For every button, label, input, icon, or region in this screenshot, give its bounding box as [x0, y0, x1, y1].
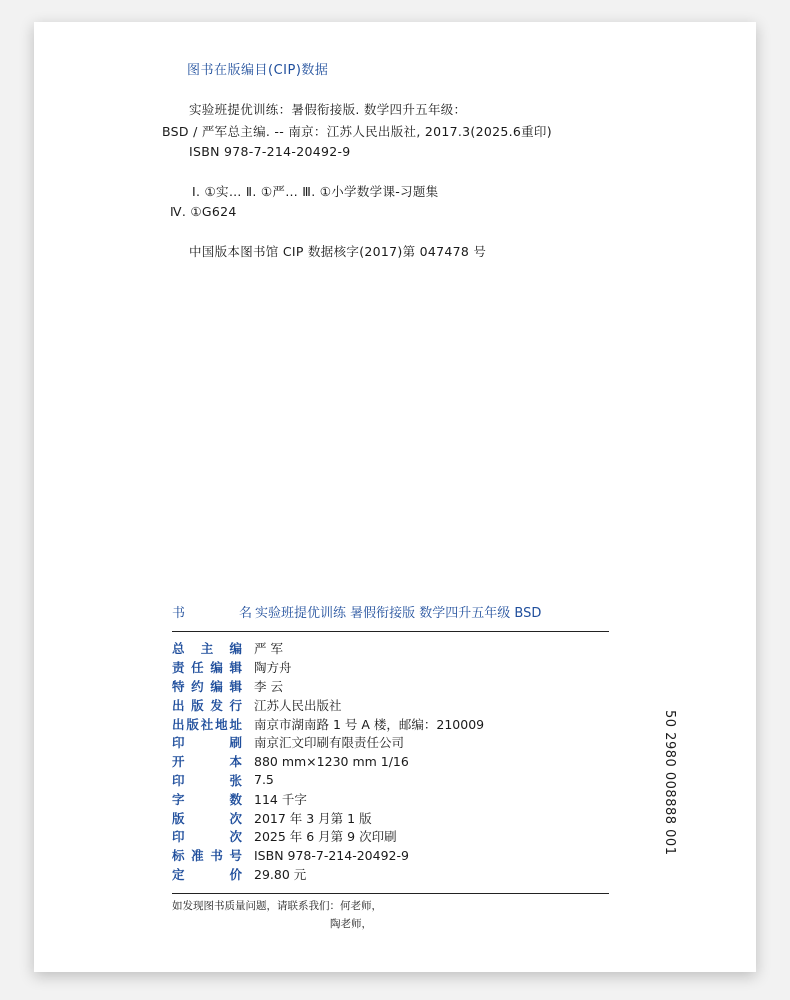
cip-line-isbn: ISBN 978-7-214-20492-9 [189, 144, 351, 159]
detail-row [172, 846, 609, 865]
detail-row [172, 677, 609, 696]
detail-value: 114 千字 [254, 791, 307, 807]
detail-label [172, 677, 242, 695]
detail-value: 李 云 [254, 678, 283, 694]
detail-label [172, 658, 242, 676]
detail-label-char: 版 [186, 716, 199, 732]
detail-label-char: 出 [172, 697, 185, 713]
book-name-label-char: 书 [172, 606, 186, 621]
detail-row [172, 695, 609, 714]
detail-value: 880 mm×1230 mm 1/16 [254, 753, 409, 769]
detail-label-char: 印 [172, 829, 185, 845]
cip-line-classification: Ⅰ. ①实… Ⅱ. ①严… Ⅲ. ①小学数学课-习题集 [192, 184, 439, 199]
book-details [172, 639, 609, 883]
detail-label-char: 约 [191, 678, 204, 694]
detail-row [172, 808, 609, 827]
detail-value: 2025 年 6 月第 9 次印刷 [254, 829, 397, 845]
detail-label-char: 刷 [229, 735, 242, 751]
detail-label-char: 编 [229, 641, 242, 657]
detail-label [172, 696, 242, 714]
detail-row [172, 771, 609, 790]
book-name-label-char: 名 [238, 606, 252, 621]
detail-label [172, 639, 242, 657]
detail-label-char: 印 [172, 772, 185, 788]
detail-label-char: 字 [172, 791, 185, 807]
detail-label-char: 定 [172, 866, 185, 882]
contact-line-2: 陶老师， [330, 918, 372, 931]
detail-label [172, 865, 242, 883]
detail-label [172, 771, 242, 789]
detail-label-char: 责 [172, 660, 185, 676]
detail-value: 陶方舟 [254, 660, 292, 676]
copyright-page [34, 22, 756, 972]
detail-row [172, 752, 609, 771]
cip-line-1: 实验班提优训练：暑假衔接版. 数学四升五年级： [189, 102, 467, 117]
detail-label [172, 809, 242, 827]
barcode-number: 50 2980 008888 001 [662, 710, 677, 856]
book-name-row [172, 602, 609, 622]
detail-value: 南京汇文印刷有限责任公司 [254, 735, 405, 751]
detail-label-char: 号 [229, 848, 242, 864]
detail-label [172, 790, 242, 808]
detail-label [172, 827, 242, 845]
detail-label [172, 715, 242, 733]
detail-label-char: 辑 [229, 678, 242, 694]
detail-row [172, 789, 609, 808]
detail-label-char: 版 [191, 697, 204, 713]
bottom-divider [172, 893, 609, 894]
detail-label-char: 价 [229, 866, 242, 882]
detail-value: ISBN 978-7-214-20492-9 [254, 847, 409, 863]
detail-label-char: 行 [229, 697, 242, 713]
detail-label-char: 张 [229, 772, 242, 788]
detail-label-char: 辑 [229, 660, 242, 676]
book-name-label [172, 602, 252, 621]
detail-label-char: 址 [229, 716, 242, 732]
detail-row [172, 714, 609, 733]
detail-label [172, 752, 242, 770]
detail-label-char: 出 [172, 716, 185, 732]
detail-label-char: 本 [229, 754, 242, 770]
detail-value: 7.5 [254, 772, 274, 788]
detail-label-char: 主 [200, 641, 214, 657]
detail-row [172, 733, 609, 752]
detail-value: 江苏人民出版社 [254, 697, 342, 713]
detail-label-char: 总 [172, 641, 185, 657]
detail-value: 严 军 [254, 641, 283, 657]
detail-label-char: 开 [172, 754, 185, 770]
detail-label-char: 地 [215, 716, 228, 732]
detail-label-char: 印 [172, 735, 185, 751]
detail-label [172, 733, 242, 751]
cip-line-2: BSD / 严军总主编. -- 南京：江苏人民出版社, 2017.3(2025.6重印) [162, 124, 552, 139]
detail-value: 29.80 元 [254, 866, 307, 882]
cip-line-verification: 中国版本图书馆 CIP 数据核字(2017)第 047478 号 [189, 244, 487, 259]
top-divider [172, 631, 609, 632]
detail-label-char: 书 [210, 848, 223, 864]
detail-label-char: 次 [229, 829, 242, 845]
book-name-value: 实验班提优训练 暑假衔接版 数学四升五年级 BSD [255, 606, 542, 621]
detail-row [172, 827, 609, 846]
detail-row [172, 639, 609, 658]
detail-label-char: 编 [210, 660, 223, 676]
detail-label-char: 标 [172, 848, 185, 864]
detail-value: 南京市湖南路 1 号 A 楼，邮编：210009 [254, 716, 485, 732]
detail-label [172, 846, 242, 864]
detail-label-char: 编 [210, 678, 223, 694]
detail-label-char: 发 [210, 697, 223, 713]
detail-label-char: 准 [191, 848, 204, 864]
detail-value: 2017 年 3 月第 1 版 [254, 810, 372, 826]
cip-title: 图书在版编目(CIP)数据 [187, 63, 329, 78]
contact-line-1: 如发现图书质量问题，请联系我们：何老师， [172, 900, 382, 913]
detail-row [172, 865, 609, 884]
detail-label-char: 任 [191, 660, 204, 676]
detail-label-char: 次 [229, 810, 242, 826]
detail-label-char: 特 [172, 678, 185, 694]
detail-label-char: 版 [172, 810, 185, 826]
detail-label-char: 社 [200, 716, 214, 732]
book-info-block [172, 602, 609, 931]
detail-label-char: 数 [229, 791, 242, 807]
detail-row [172, 658, 609, 677]
cip-line-classification-2: Ⅳ. ①G624 [170, 204, 237, 219]
